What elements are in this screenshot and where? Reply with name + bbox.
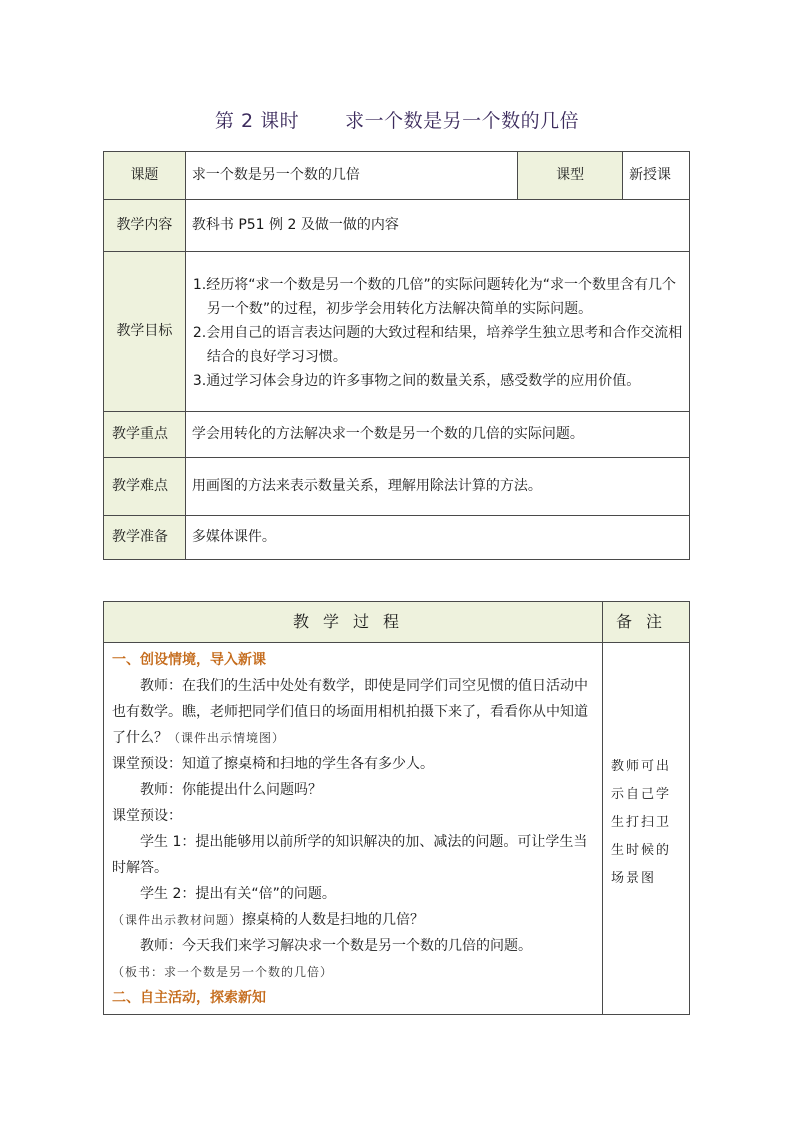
goal-item: 1.经历将“求一个数是另一个数的几倍”的实际问题转化为“求一个数里含有几个另一个数”的过程，初步学会用转化方法解决简单的实际问题。 [192,276,676,317]
prep-value: 多媒体课件。 [185,516,689,560]
process-line: 学生 1：提出能够用以前所学的知识解决的加、减法的问题。可让学生当时解答。 [112,834,588,876]
difficulty-label: 教学难点 [104,458,186,516]
type-value: 新授课 [623,152,690,200]
process-header: 教学过程 [104,602,603,643]
key-label: 教学重点 [104,412,186,458]
note-cell [603,643,690,1015]
teaching-process-table [103,601,690,1015]
content-value: 教科书 P51 例 2 及做一做的内容 [185,200,689,252]
process-line: 教师：今天我们来学习解决求一个数是另一个数的几倍的问题。 [140,938,532,954]
topic-label: 课题 [104,152,186,200]
goal-item: 3.通过学习体会身边的许多事物之间的数量关系，感受数学的应用价值。 [192,372,641,389]
content-label: 教学内容 [104,200,186,252]
goals-label: 教学目标 [104,252,186,412]
lesson-number: 第 2 课时 [214,110,300,132]
prep-label: 教学准备 [104,516,186,560]
lesson-title: 求一个数是另一个数的几倍 [345,110,580,132]
goal-item: 2.会用自己的语言表达问题的大致过程和结果，培养学生独立思考和合作交流相结合的良好学习习惯。 [192,324,683,365]
section-heading: 二、自主活动，探索新知 [112,990,266,1006]
process-line: 教师：在我们的生活中处处有数学，即使是同学们司空见惯的值日活动中也有数学。瞧，老师把同学们值日的场面用相机拍摄下来了，看看你从中知道了什么？（课件出示情境图） [112,678,588,746]
process-line: （课件出示教材问题）擦桌椅的人数是扫地的几倍？ [112,912,425,928]
lesson-info-table [103,151,690,560]
process-line: 课堂预设：知道了擦桌椅和扫地的学生各有多少人。 [112,756,434,772]
goals-cell [185,252,689,412]
goals-list [187,269,688,395]
note-text: 教师可出示自己学生打扫卫生时候的场景图 [611,759,672,886]
process-line: （板书：求一个数是另一个数的几倍） [112,965,334,979]
process-line: 教师：你能提出什么问题吗？ [140,782,322,798]
process-line: 学生 2：提出有关“倍”的问题。 [140,886,336,902]
process-body [104,643,603,1015]
process-line: 课堂预设： [112,808,182,824]
difficulty-value: 用画图的方法来表示数量关系，理解用除法计算的方法。 [185,458,689,516]
topic-value: 求一个数是另一个数的几倍 [185,152,517,200]
page-title [0,106,794,133]
type-label: 课型 [518,152,623,200]
key-value: 学会用转化的方法解决求一个数是另一个数的几倍的实际问题。 [185,412,689,458]
section-heading: 一、创设情境，导入新课 [112,652,266,668]
note-header: 备注 [603,602,690,643]
